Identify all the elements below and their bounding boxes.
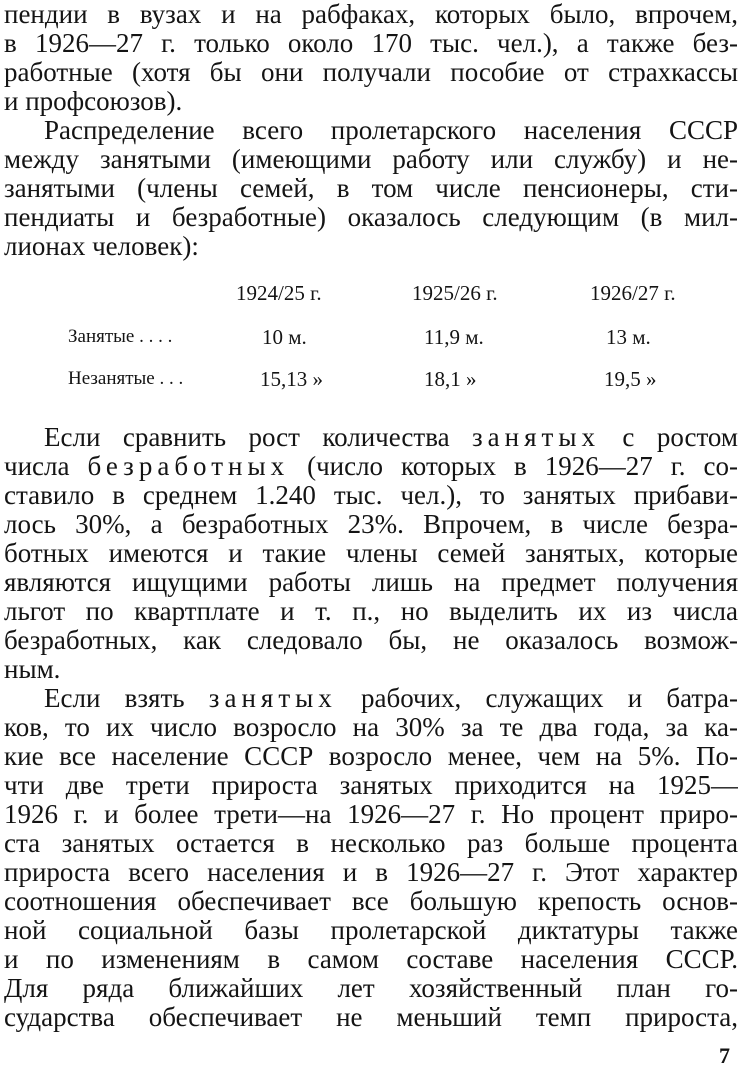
text-line: лось 30%, а безработных 23%. Впрочем, в числе безра- [4,510,738,539]
table-cell: 10 м. [262,325,307,349]
emphasis-spaced: занятых [208,684,337,713]
text-segment: рабочих, служащих и батра- [336,684,738,713]
text-line: являются ищущими работы лишь на предмет получения [4,568,738,597]
emphasis-spaced: занятых [472,423,600,452]
text-line: ста занятых остается в несколько раз больше процента [4,829,738,858]
text-line: Распределение всего пролетарского населения СССР [44,116,738,145]
text-line: ной социальной базы пролетарской диктатуры также [4,916,738,945]
text-line: чти две трети прироста занятых приходится на 1925— [4,771,738,800]
text-line: безработных, как следовало бы, не оказалось возмож- [4,626,738,655]
text-line: между занятыми (имеющими работу или службу) и не- [4,145,738,174]
table-cell: 19,5 » [604,367,657,391]
table-cell: 13 м. [606,325,651,349]
row-label: Незанятые . . . [68,368,184,389]
text-line: ков, то их число возросло на 30% за те два года, за ка- [4,713,738,742]
emphasis-spaced: безработных [87,452,290,481]
text-line: льгот по квартплате и т. п., но выделить их из числа [4,597,738,626]
text-segment: Если сравнить рост количества [44,423,473,452]
text-line [44,684,738,713]
row-label: Занятые . . . . [68,326,173,347]
column-header: 1926/27 г. [590,281,676,305]
text-line: кие все население СССР возросло менее, чем на 5%. По- [4,742,738,771]
population-table [0,268,752,398]
text-line: и профсоюзов). [4,87,183,116]
text-line: ботных имеются и такие члены семей занятых, которые [4,539,738,568]
column-header: 1924/25 г. [236,281,322,305]
text-segment: с ростом [599,423,738,452]
column-header: 1925/26 г. [412,281,498,305]
text-line: прироста всего населения и в 1926—27 г. Этот характер [4,858,738,887]
text-line: соотношения обеспечивает все большую крепость основ- [4,887,738,916]
text-line: лионах человек): [4,232,199,261]
text-line [44,423,738,452]
text-line: работные (хотя бы они получали пособие от страхкассы [4,58,738,87]
text-line [4,452,738,481]
text-line: пендиаты и безработные) оказалось следующим (в мил- [4,203,738,232]
text-line: занятыми (члены семей, в том числе пенсионеры, сти- [4,174,738,203]
text-line: и по изменениям в самом составе населения СССР. [4,945,738,974]
text-segment: (число которых в 1926—27 г. со- [289,452,738,481]
text-line: 1926 г. и более трети—на 1926—27 г. Но процент приро- [4,800,738,829]
text-line: Для ряда ближайших лет хозяйственный план го- [4,974,738,1003]
text-line: в 1926—27 г. только около 170 тыс. чел.), а также без- [4,29,738,58]
text-line: ным. [4,655,61,684]
text-line: пендии в вузах и на рабфаках, которых было, впрочем, [4,0,738,29]
table-cell: 15,13 » [260,367,323,391]
table-cell: 18,1 » [424,367,477,391]
text-segment: Если взять [44,684,209,713]
page-number: 7 [719,1043,730,1068]
table-cell: 11,9 м. [424,325,484,349]
text-line: ставило в среднем 1.240 тыс. чел.), то занятых прибави- [4,481,738,510]
text-line: сударства обеспечивает не меньший темп прироста, [4,1003,738,1032]
text-segment: числа [4,452,88,481]
